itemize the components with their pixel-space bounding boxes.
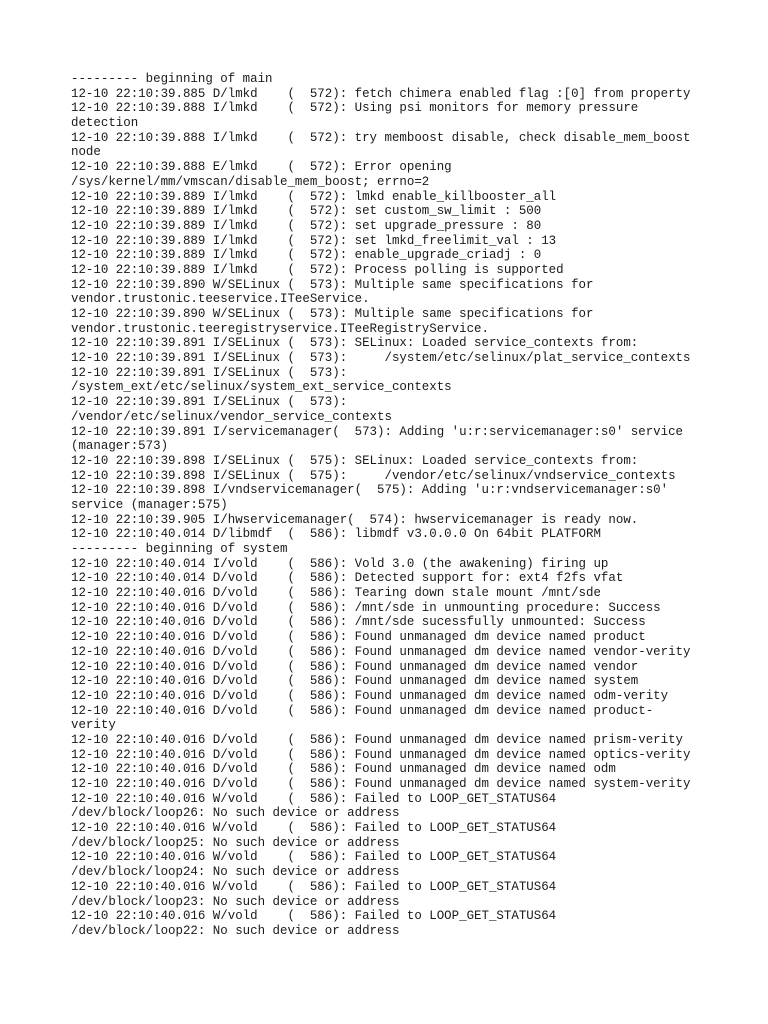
log-line: /system_ext/etc/selinux/system_ext_service_contexts [71,380,452,395]
log-line: 12-10 22:10:39.898 I/SELinux ( 575): /vendor/etc/selinux/vndservice_contexts [71,468,676,483]
log-line: 12-10 22:10:39.885 D/lmkd ( 572): fetch chimera enabled flag :[0] from property [71,86,691,101]
log-line: --------- beginning of main [71,72,273,86]
log-line: 12-10 22:10:39.905 I/hwservicemanager( 574): hwservicemanager is ready now. [71,512,639,527]
log-line: 12-10 22:10:39.890 W/SELinux ( 573): Multiple same specifications for [71,277,594,292]
log-line: 12-10 22:10:40.014 D/libmdf ( 586): libmdf v3.0.0.0 On 64bit PLATFORM [71,527,601,542]
log-line: 12-10 22:10:39.889 I/lmkd ( 572): enable_upgrade_criadj : 0 [71,248,542,263]
log-line: /dev/block/loop25: No such device or address [71,835,400,850]
log-line: 12-10 22:10:40.016 W/vold ( 586): Failed to LOOP_GET_STATUS64 [71,850,557,865]
log-line: 12-10 22:10:39.889 I/lmkd ( 572): set upgrade_pressure : 80 [71,218,542,233]
log-line: 12-10 22:10:40.016 W/vold ( 586): Failed to LOOP_GET_STATUS64 [71,909,557,924]
log-line: 12-10 22:10:40.014 D/vold ( 586): Detected support for: ext4 f2fs vfat [71,571,624,586]
log-line: node [71,145,101,160]
log-line: 12-10 22:10:40.016 W/vold ( 586): Failed to LOOP_GET_STATUS64 [71,821,557,836]
log-line: /dev/block/loop23: No such device or address [71,894,400,909]
log-line: 12-10 22:10:39.889 I/lmkd ( 572): set lmkd_freelimit_val : 13 [71,233,557,248]
log-line: /sys/kernel/mm/vmscan/disable_mem_boost; errno=2 [71,174,430,189]
log-line: detection [71,116,139,131]
log-line: 12-10 22:10:40.016 D/vold ( 586): Found unmanaged dm device named system-verity [71,777,691,791]
log-line: 12-10 22:10:40.016 D/vold ( 586): Found unmanaged dm device named system [71,674,639,689]
log-line: 12-10 22:10:40.016 D/vold ( 586): Found unmanaged dm device named optics-verity [71,747,691,762]
log-line: 12-10 22:10:39.889 I/lmkd ( 572): set custom_sw_limit : 500 [71,204,542,219]
log-line: 12-10 22:10:40.016 W/vold ( 586): Failed to LOOP_GET_STATUS64 [71,879,557,894]
log-line: 12-10 22:10:40.016 D/vold ( 586): Found unmanaged dm device named prism-verity [71,732,684,747]
log-line: 12-10 22:10:40.016 D/vold ( 586): Found unmanaged dm device named vendor-verity [71,644,691,659]
log-line: 12-10 22:10:40.014 I/vold ( 586): Vold 3.0 (the awakening) firing up [71,556,609,571]
log-line: --------- beginning of system [71,542,288,556]
log-line: /dev/block/loop24: No such device or address [71,865,400,880]
log-line: service (manager:575) [71,497,228,512]
log-line: 12-10 22:10:39.889 I/lmkd ( 572): lmkd enable_killbooster_all [71,189,557,204]
log-line: 12-10 22:10:40.016 D/vold ( 586): /mnt/sde in unmounting procedure: Success [71,600,661,615]
log-line: 12-10 22:10:39.891 I/SELinux ( 573): [71,395,348,410]
log-line: verity [71,718,116,733]
log-line: 12-10 22:10:40.016 D/vold ( 586): Found unmanaged dm device named odm-verity [71,688,669,703]
log-line: 12-10 22:10:39.891 I/servicemanager( 573): Adding 'u:r:servicemanager:s0' service [71,424,684,439]
log-line: 12-10 22:10:40.016 D/vold ( 586): Tearing down stale mount /mnt/sde [71,586,601,601]
log-line: 12-10 22:10:39.898 I/SELinux ( 575): SELinux: Loaded service_contexts from: [71,453,639,468]
log-line: 12-10 22:10:39.888 I/lmkd ( 572): try memboost disable, check disable_mem_boost [71,130,691,145]
log-line: 12-10 22:10:39.889 I/lmkd ( 572): Process polling is supported [71,262,564,277]
log-line: 12-10 22:10:40.016 D/vold ( 586): Found unmanaged dm device named vendor [71,659,639,674]
log-line: 12-10 22:10:39.888 E/lmkd ( 572): Error opening [71,160,452,175]
log-line: 12-10 22:10:40.016 W/vold ( 586): Failed to LOOP_GET_STATUS64 [71,791,557,806]
log-line: 12-10 22:10:39.898 I/vndservicemanager( 575): Adding 'u:r:vndservicemanager:s0' [71,483,669,498]
log-line: vendor.trustonic.teeregistryservice.ITeeRegistryService. [71,321,489,336]
log-line: 12-10 22:10:40.016 D/vold ( 586): /mnt/sde sucessfully unmounted: Success [71,615,646,630]
log-line: 12-10 22:10:39.888 I/lmkd ( 572): Using psi monitors for memory pressure [71,101,639,116]
log-line: 12-10 22:10:40.016 D/vold ( 586): Found unmanaged dm device named odm [71,762,616,777]
log-line: /dev/block/loop26: No such device or address [71,806,400,821]
log-line: /vendor/etc/selinux/vendor_service_contexts [71,409,392,424]
log-document [71,72,711,939]
log-line: 12-10 22:10:40.016 D/vold ( 586): Found unmanaged dm device named product [71,630,646,645]
log-line: vendor.trustonic.teeservice.ITeeService. [71,292,370,307]
log-line: 12-10 22:10:39.891 I/SELinux ( 573): [71,365,348,380]
log-line: (manager:573) [71,439,169,454]
log-line: 12-10 22:10:39.891 I/SELinux ( 573): /system/etc/selinux/plat_service_contexts [71,351,691,366]
log-line: 12-10 22:10:39.891 I/SELinux ( 573): SELinux: Loaded service_contexts from: [71,336,639,351]
log-line: 12-10 22:10:39.890 W/SELinux ( 573): Multiple same specifications for [71,307,594,321]
log-line: /dev/block/loop22: No such device or address [71,923,400,938]
log-line: 12-10 22:10:40.016 D/vold ( 586): Found unmanaged dm device named product- [71,703,654,718]
